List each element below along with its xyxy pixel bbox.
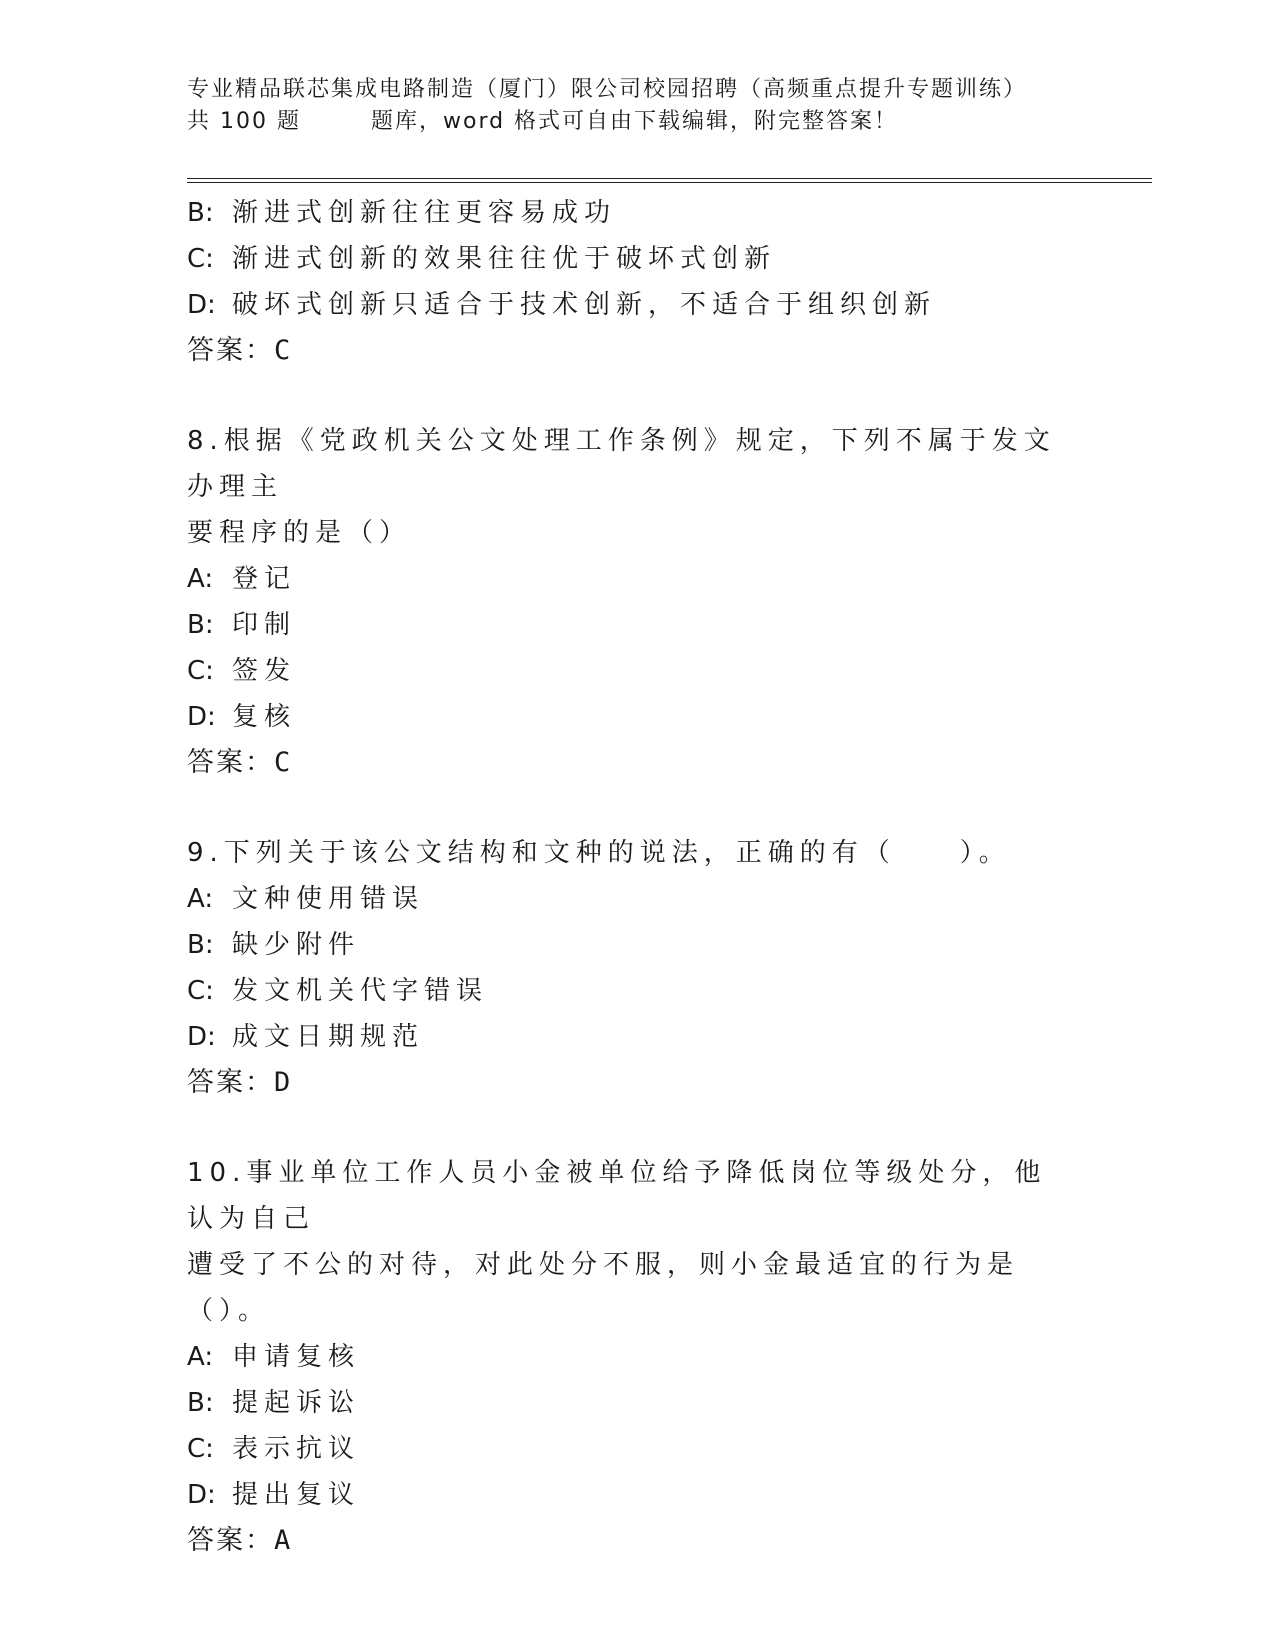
answer-label: 答案：: [187, 335, 274, 366]
question-stem: [187, 830, 1067, 876]
option-d: D: 提出复议: [187, 1480, 361, 1510]
question-stem-line: 9.下列关于该公文结构和文种的说法，正确的有（ ）。: [187, 838, 1011, 868]
option-c: C: 渐进式创新的效果往往优于破坏式创新: [187, 244, 777, 274]
answer-value: A: [274, 1525, 293, 1556]
option-text: 文种使用错误: [232, 884, 425, 914]
question-stem-line: 要程序的是（）: [187, 518, 412, 548]
option-text: 申请复核: [232, 1342, 361, 1372]
answer-line: [187, 1060, 1087, 1106]
option-text: 提起诉讼: [232, 1388, 361, 1418]
option-text: 渐进式创新的效果往往优于破坏式创新: [232, 244, 777, 274]
answer-value: C: [274, 747, 293, 778]
option-text: 印制: [232, 610, 297, 640]
question-count: 共 100 题: [187, 109, 301, 134]
option-b: B: 渐进式创新往往更容易成功: [187, 198, 617, 228]
option-d: D: 破坏式创新只适合于技术创新，不适合于组织创新: [187, 290, 937, 320]
option-a: A: 文种使用错误: [187, 884, 425, 914]
option-text: 表示抗议: [232, 1434, 361, 1464]
header-title: 专业精品联芯集成电路制造（厦门）限公司校园招聘（高频重点提升专题训练）: [187, 77, 1028, 102]
question-stem-line: 遭受了不公的对待，对此处分不服，则小金最适宜的行为是（）。: [187, 1250, 1020, 1326]
option-text: 复核: [232, 702, 297, 732]
option-a: A: 申请复核: [187, 1342, 361, 1372]
question-stem: [187, 418, 1067, 556]
answer-value: C: [274, 335, 293, 366]
question-stem: [187, 1150, 1067, 1334]
option-text: 渐进式创新往往更容易成功: [232, 198, 617, 228]
option-c: C: 签发: [187, 656, 297, 686]
answer-label: 答案：: [187, 1525, 274, 1556]
header-subtitle: [187, 106, 1147, 138]
option-text: 签发: [232, 656, 297, 686]
option-d: D: 复核: [187, 702, 297, 732]
answer-line: [187, 1518, 1087, 1564]
option-text: 缺少附件: [232, 930, 361, 960]
header-divider-bottom: [187, 182, 1152, 183]
option-b: B: 缺少附件: [187, 930, 361, 960]
header-divider-top: [187, 178, 1152, 179]
question-9: [187, 830, 1087, 1106]
answer-label: 答案：: [187, 747, 274, 778]
option-c: C: 发文机关代字错误: [187, 976, 489, 1006]
question-10: [187, 1150, 1087, 1564]
option-a: A: 登记: [187, 564, 297, 594]
header-description: 题库，word 格式可自由下载编辑，附完整答案！: [370, 109, 899, 134]
answer-line: [187, 328, 1087, 374]
question-stem-line: 8.根据《党政机关公文处理工作条例》规定，下列不属于发文办理主: [187, 426, 1056, 502]
question-8: [187, 418, 1087, 786]
option-text: 登记: [232, 564, 297, 594]
option-b: B: 印制: [187, 610, 297, 640]
question-list: [187, 190, 1087, 1564]
document-header: [187, 74, 1147, 138]
question-stem-line: 10.事业单位工作人员小金被单位给予降低岗位等级处分，他认为自己: [187, 1158, 1047, 1234]
option-b: B: 提起诉讼: [187, 1388, 361, 1418]
answer-value: D: [274, 1067, 293, 1098]
option-text: 发文机关代字错误: [232, 976, 489, 1006]
option-d: D: 成文日期规范: [187, 1022, 425, 1052]
answer-label: 答案：: [187, 1067, 274, 1098]
option-text: 破坏式创新只适合于技术创新，不适合于组织创新: [232, 290, 937, 320]
option-c: C: 表示抗议: [187, 1434, 361, 1464]
option-text: 提出复议: [232, 1480, 361, 1510]
option-text: 成文日期规范: [232, 1022, 425, 1052]
question-continued: [187, 190, 1087, 374]
answer-line: [187, 740, 1087, 786]
